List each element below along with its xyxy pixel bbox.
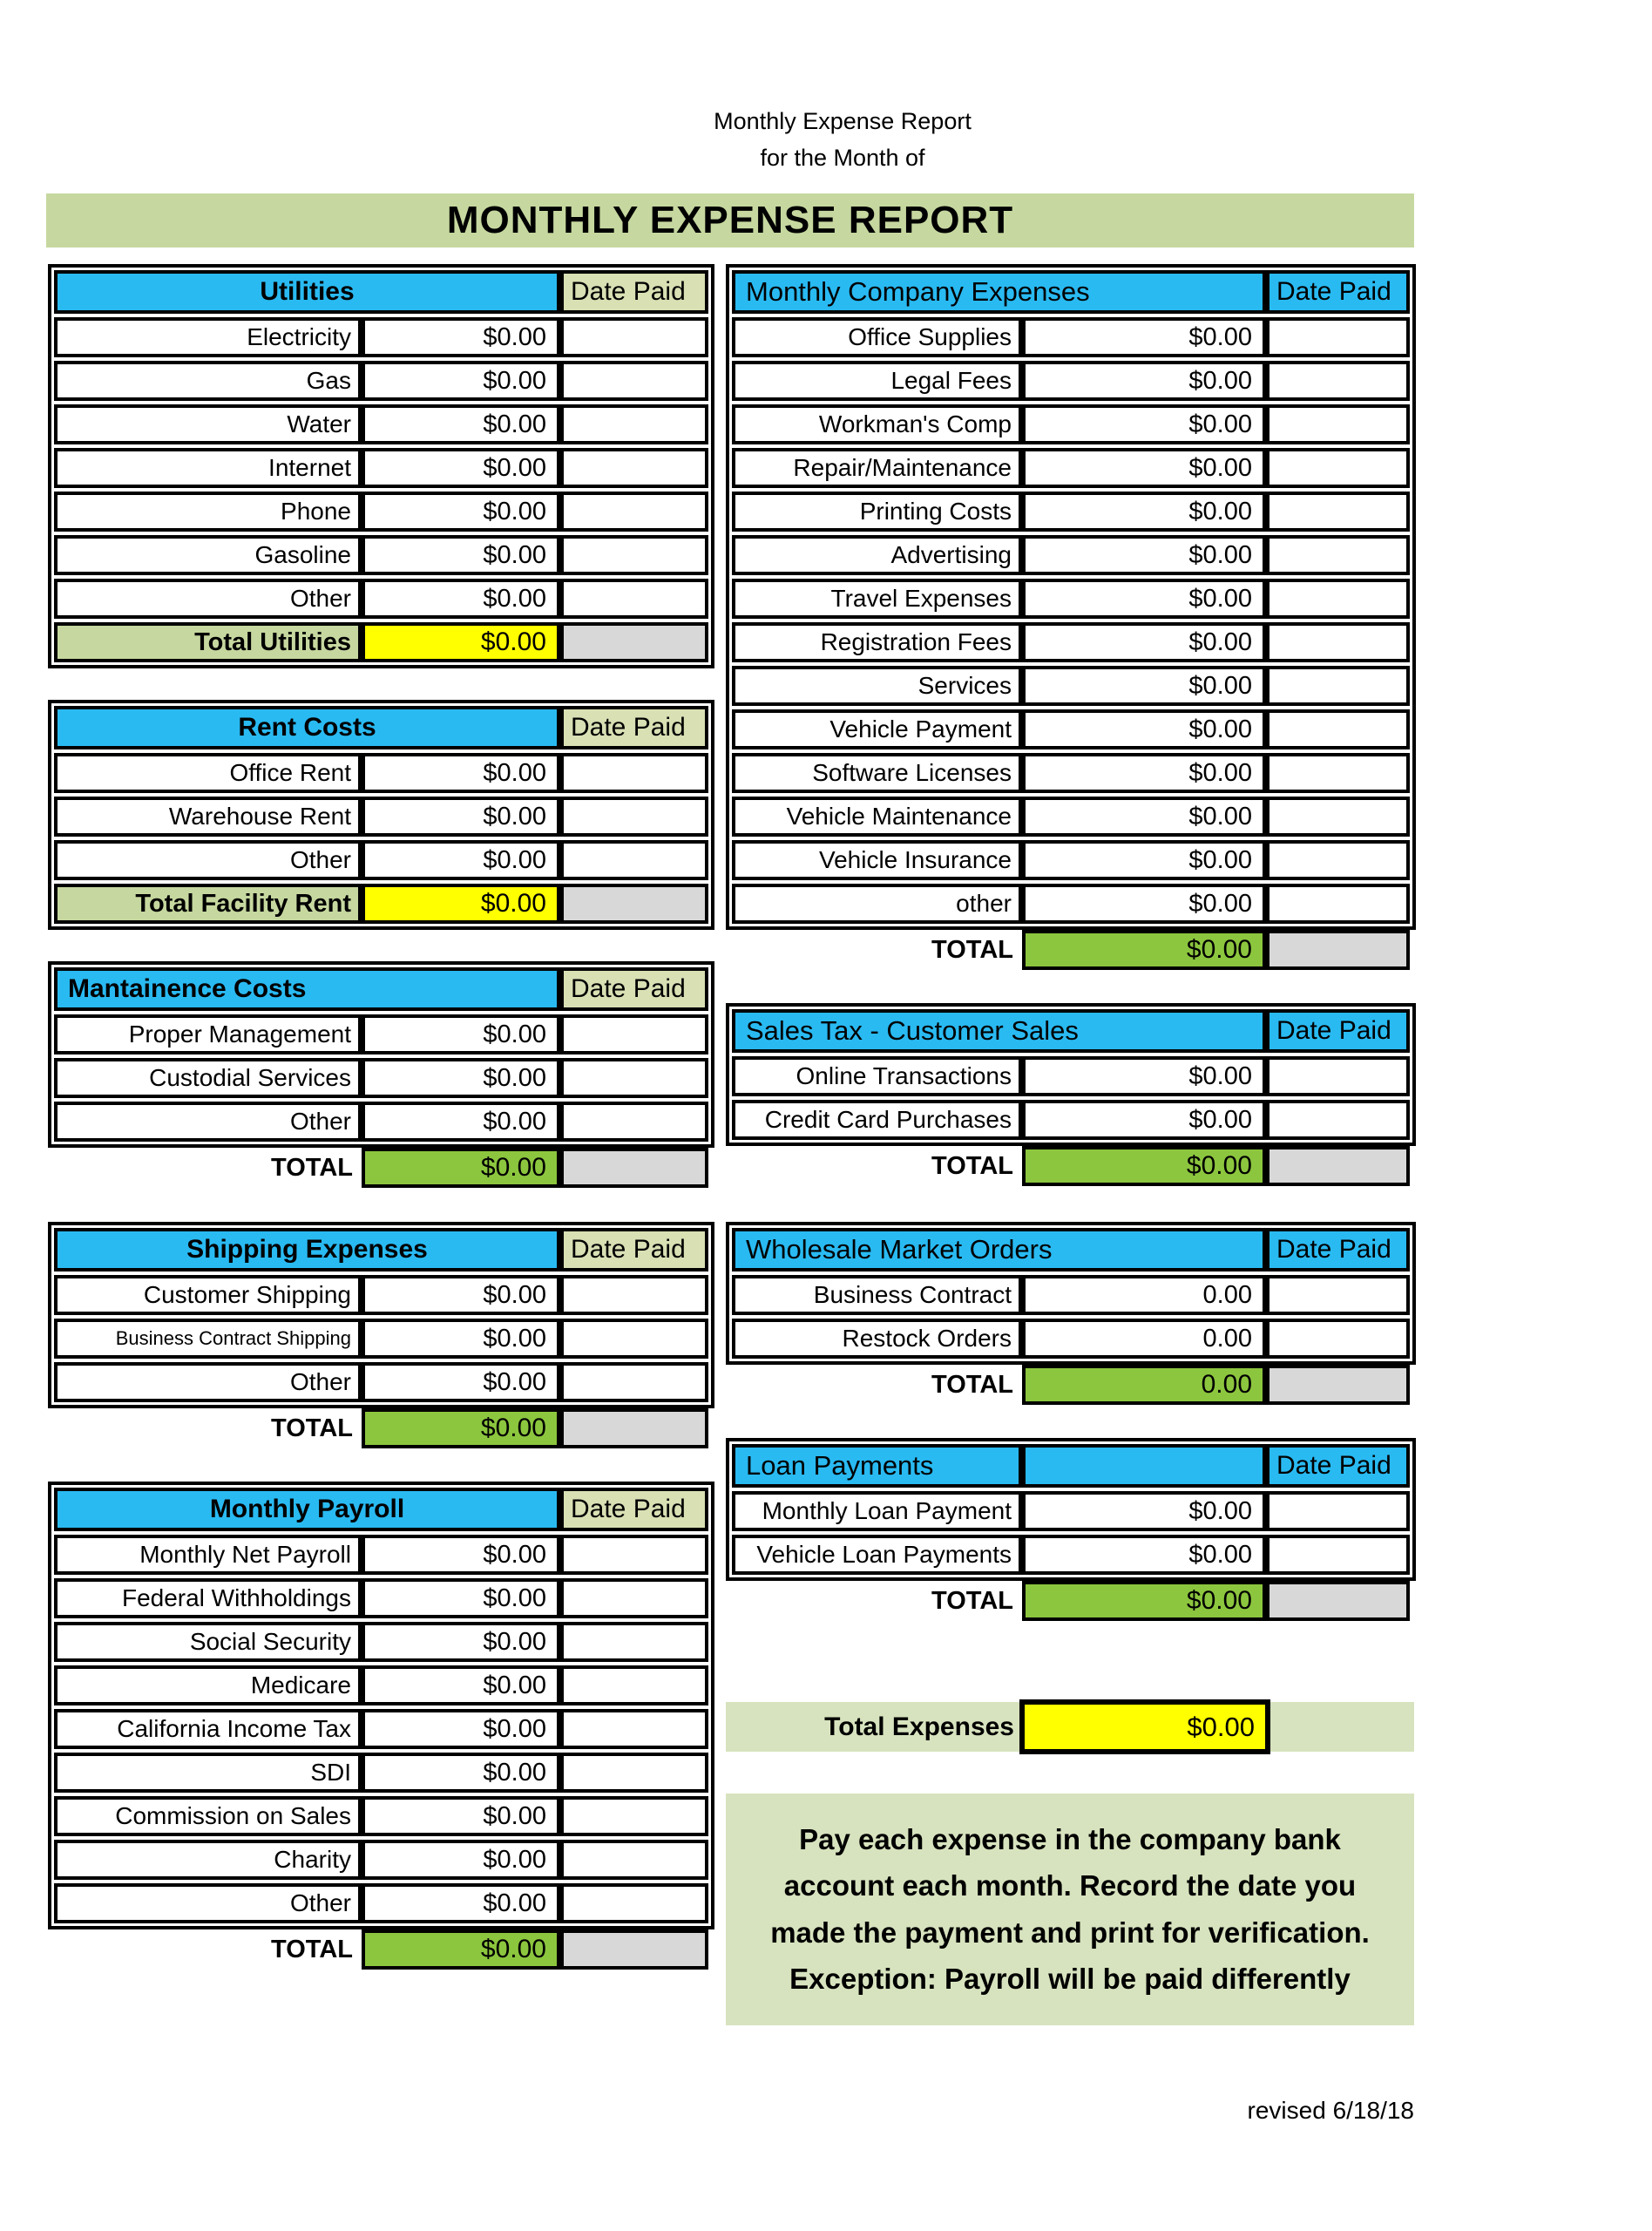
- total-date-cell: [560, 1148, 708, 1188]
- date-paid-header: Date Paid: [1266, 1228, 1410, 1271]
- document-title-line1: Monthly Expense Report: [714, 108, 972, 134]
- total-row: [54, 1148, 714, 1188]
- table-row: [732, 797, 1410, 837]
- date-paid-header: Date Paid: [560, 1488, 708, 1531]
- row-label: Advertising: [732, 535, 1022, 575]
- row-label: Other: [54, 579, 362, 619]
- monthly-payroll-table: [48, 1482, 714, 1970]
- table-frame: [726, 264, 1416, 930]
- date-cell[interactable]: [560, 1275, 708, 1315]
- amount-cell[interactable]: $0.00: [1022, 1056, 1266, 1096]
- table-frame: [726, 1003, 1416, 1146]
- table-row: [54, 492, 708, 532]
- date-cell[interactable]: [560, 361, 708, 401]
- date-cell[interactable]: [1266, 404, 1410, 444]
- row-label: Proper Management: [54, 1014, 362, 1054]
- amount-cell[interactable]: $0.00: [362, 361, 560, 401]
- date-cell[interactable]: [560, 579, 708, 619]
- amount-cell[interactable]: $0.00: [362, 448, 560, 488]
- row-label: Vehicle Insurance: [732, 840, 1022, 880]
- total-date-cell: [560, 622, 708, 662]
- row-label: Office Supplies: [732, 317, 1022, 357]
- table-row: [54, 1622, 708, 1662]
- date-cell[interactable]: [560, 1535, 708, 1575]
- table-row: [54, 840, 708, 880]
- loan-payments-table: [726, 1438, 1416, 1621]
- total-date-cell: [560, 1408, 708, 1448]
- table-row: [732, 404, 1410, 444]
- total-label: TOTAL: [271, 1153, 353, 1182]
- table-row: [732, 1275, 1410, 1315]
- row-label: Monthly Net Payroll: [54, 1535, 362, 1575]
- row-label: Electricity: [54, 317, 362, 357]
- amount-cell[interactable]: $0.00: [362, 1840, 560, 1880]
- row-label: Other: [54, 1102, 362, 1142]
- table-frame: [726, 1438, 1416, 1581]
- amount-cell[interactable]: $0.00: [362, 1622, 560, 1662]
- date-cell[interactable]: [560, 797, 708, 837]
- total-label: TOTAL: [931, 1370, 1013, 1399]
- date-cell[interactable]: [1266, 884, 1410, 924]
- date-paid-header: Date Paid: [560, 1228, 708, 1271]
- total-label: Total Utilities: [54, 622, 362, 662]
- row-label: Phone: [54, 492, 362, 532]
- row-label: Gasoline: [54, 535, 362, 575]
- total-date-cell: [560, 1929, 708, 1970]
- table-row: [54, 1709, 708, 1749]
- table-frame: [48, 700, 714, 930]
- date-cell[interactable]: [1266, 666, 1410, 706]
- table-title: Utilities: [54, 270, 560, 314]
- table-row: [732, 840, 1410, 880]
- table-row: [732, 1491, 1410, 1531]
- document-title-line2: for the Month of: [760, 145, 925, 171]
- amount-cell[interactable]: $0.00: [362, 317, 560, 357]
- row-label: Online Transactions: [732, 1056, 1022, 1096]
- amount-cell[interactable]: $0.00: [362, 840, 560, 880]
- table-row: [54, 535, 708, 575]
- shipping-expenses-table: [48, 1222, 714, 1448]
- total-expenses-value: $0.00: [1187, 1711, 1255, 1742]
- date-cell[interactable]: [560, 448, 708, 488]
- total-row: [732, 1365, 1416, 1405]
- amount-cell[interactable]: $0.00: [362, 1753, 560, 1793]
- amount-cell[interactable]: $0.00: [1022, 884, 1266, 924]
- date-paid-header: Date Paid: [560, 967, 708, 1011]
- table-header-row: [732, 1228, 1410, 1271]
- date-cell[interactable]: [1266, 448, 1410, 488]
- date-cell[interactable]: [560, 1883, 708, 1923]
- total-row: [732, 1581, 1416, 1621]
- table-header-row: [54, 1228, 708, 1271]
- table-header-row: [54, 1488, 708, 1531]
- total-amount-cell[interactable]: $0.00: [1022, 930, 1266, 970]
- payment-instructions-note: Pay each expense in the company bank account each month. Record the date you made the payment and print for verification. Exception: Payroll will be paid differently: [726, 1794, 1414, 2025]
- date-cell[interactable]: [1266, 1275, 1410, 1315]
- amount-cell[interactable]: 0.00: [1022, 1319, 1266, 1359]
- table-header-row: [54, 967, 708, 1011]
- total-expenses-label: Total Expenses: [824, 1712, 1014, 1741]
- amount-cell[interactable]: $0.00: [362, 579, 560, 619]
- table-row: [732, 317, 1410, 357]
- date-cell[interactable]: [1266, 1319, 1410, 1359]
- total-amount-cell[interactable]: $0.00: [362, 1929, 560, 1970]
- amount-cell[interactable]: $0.00: [1022, 622, 1266, 662]
- amount-cell[interactable]: $0.00: [362, 1362, 560, 1402]
- row-label: Travel Expenses: [732, 579, 1022, 619]
- total-expenses-row: [726, 1702, 1414, 1752]
- total-amount-cell[interactable]: $0.00: [362, 1408, 560, 1448]
- row-label: Water: [54, 404, 362, 444]
- table-title: Wholesale Market Orders: [732, 1228, 1266, 1271]
- amount-cell[interactable]: $0.00: [362, 1102, 560, 1142]
- amount-cell[interactable]: $0.00: [1022, 1491, 1266, 1531]
- amount-cell[interactable]: $0.00: [1022, 535, 1266, 575]
- table-row: [54, 753, 708, 793]
- row-label: Gas: [54, 361, 362, 401]
- amount-cell[interactable]: $0.00: [362, 535, 560, 575]
- total-date-cell: [1266, 930, 1410, 970]
- row-label: Medicare: [54, 1665, 362, 1705]
- amount-cell[interactable]: $0.00: [1022, 361, 1266, 401]
- date-cell[interactable]: [560, 317, 708, 357]
- table-row: [732, 709, 1410, 749]
- table-row: [732, 622, 1410, 662]
- amount-cell[interactable]: $0.00: [362, 1535, 560, 1575]
- table-row: [732, 1056, 1410, 1096]
- amount-cell[interactable]: $0.00: [362, 753, 560, 793]
- table-row: [54, 1796, 708, 1836]
- date-cell[interactable]: [560, 1840, 708, 1880]
- table-row: [54, 1535, 708, 1575]
- table-title: Loan Payments: [732, 1444, 1022, 1488]
- utilities-table: [48, 264, 714, 668]
- total-amount-cell[interactable]: $0.00: [362, 622, 560, 662]
- table-row: [732, 1535, 1410, 1575]
- table-frame: [48, 1222, 714, 1408]
- date-cell[interactable]: [1266, 1056, 1410, 1096]
- amount-cell[interactable]: $0.00: [1022, 448, 1266, 488]
- date-cell[interactable]: [1266, 492, 1410, 532]
- table-row: [54, 1883, 708, 1923]
- table-header-row: [54, 706, 708, 749]
- row-label: other: [732, 884, 1022, 924]
- total-row: [732, 1146, 1416, 1186]
- rent-costs-table: [48, 700, 714, 930]
- table-row: [732, 1100, 1410, 1140]
- total-label: TOTAL: [931, 1586, 1013, 1615]
- table-title: Rent Costs: [54, 706, 560, 749]
- table-row: [54, 404, 708, 444]
- row-label: Business Contract: [732, 1275, 1022, 1315]
- table-row: [54, 1753, 708, 1793]
- row-label: Office Rent: [54, 753, 362, 793]
- total-row: [54, 1408, 714, 1448]
- row-label: California Income Tax: [54, 1709, 362, 1749]
- total-label: Total Facility Rent: [54, 884, 362, 924]
- report-banner: MONTHLY EXPENSE REPORT: [46, 193, 1414, 248]
- total-date-cell: [1266, 1146, 1410, 1186]
- row-label: Customer Shipping: [54, 1275, 362, 1315]
- table-title: Monthly Company Expenses: [732, 270, 1266, 314]
- date-cell[interactable]: [1266, 1100, 1410, 1140]
- table-row: [54, 1362, 708, 1402]
- amount-cell[interactable]: $0.00: [362, 1058, 560, 1098]
- amount-cell[interactable]: 0.00: [1022, 1275, 1266, 1315]
- row-label: Custodial Services: [54, 1058, 362, 1098]
- date-cell[interactable]: [1266, 579, 1410, 619]
- total-date-cell: [1266, 1365, 1410, 1405]
- table-header-row: [54, 270, 708, 314]
- row-label: Charity: [54, 1840, 362, 1880]
- row-label: Federal Withholdings: [54, 1578, 362, 1618]
- total-amount-cell[interactable]: $0.00: [362, 884, 560, 924]
- table-row: [54, 1275, 708, 1315]
- amount-cell[interactable]: $0.00: [1022, 840, 1266, 880]
- total-row: [54, 622, 708, 662]
- total-row: [732, 930, 1416, 970]
- table-frame: [48, 1482, 714, 1929]
- amount-cell[interactable]: $0.00: [362, 1578, 560, 1618]
- date-cell[interactable]: [1266, 535, 1410, 575]
- date-cell[interactable]: [560, 1362, 708, 1402]
- table-title: Sales Tax - Customer Sales: [732, 1009, 1266, 1053]
- date-cell[interactable]: [560, 1014, 708, 1054]
- table-row: [54, 317, 708, 357]
- date-paid-header: Date Paid: [1266, 1009, 1410, 1053]
- date-cell[interactable]: [1266, 361, 1410, 401]
- date-cell[interactable]: [560, 492, 708, 532]
- table-title: Mantainence Costs: [54, 967, 560, 1011]
- table-row: [54, 361, 708, 401]
- row-label: Software Licenses: [732, 753, 1022, 793]
- amount-cell[interactable]: $0.00: [1022, 492, 1266, 532]
- amount-cell[interactable]: $0.00: [362, 1319, 560, 1359]
- row-label: Repair/Maintenance: [732, 448, 1022, 488]
- row-label: Internet: [54, 448, 362, 488]
- row-label: Monthly Loan Payment: [732, 1491, 1022, 1531]
- row-label: Vehicle Payment: [732, 709, 1022, 749]
- wholesale-orders-table: [726, 1222, 1416, 1405]
- amount-cell[interactable]: $0.00: [362, 1275, 560, 1315]
- date-cell[interactable]: [1266, 753, 1410, 793]
- table-row: [732, 579, 1410, 619]
- total-label: TOTAL: [271, 1935, 353, 1963]
- table-row: [54, 1578, 708, 1618]
- date-cell[interactable]: [1266, 709, 1410, 749]
- row-label: Printing Costs: [732, 492, 1022, 532]
- table-row: [54, 1058, 708, 1098]
- maintenance-costs-table: [48, 961, 714, 1188]
- date-paid-header: Date Paid: [1266, 1444, 1410, 1488]
- table-row: [54, 1840, 708, 1880]
- table-row: [54, 1665, 708, 1705]
- table-header-row: [732, 1009, 1410, 1053]
- total-amount-cell[interactable]: 0.00: [1022, 1365, 1266, 1405]
- amount-cell[interactable]: $0.00: [1022, 666, 1266, 706]
- date-cell[interactable]: [560, 404, 708, 444]
- row-label: Credit Card Purchases: [732, 1100, 1022, 1140]
- date-cell[interactable]: [1266, 622, 1410, 662]
- company-expenses-table: [726, 264, 1416, 970]
- total-label: TOTAL: [271, 1414, 353, 1442]
- table-row: [732, 535, 1410, 575]
- date-cell[interactable]: [560, 535, 708, 575]
- revised-date-text: revised 6/18/18: [1247, 2097, 1414, 2124]
- row-label: Legal Fees: [732, 361, 1022, 401]
- table-row: [732, 666, 1410, 706]
- amount-cell[interactable]: $0.00: [362, 1883, 560, 1923]
- table-header-row: [732, 270, 1410, 314]
- total-label: TOTAL: [931, 935, 1013, 964]
- sales-tax-table: [726, 1003, 1416, 1186]
- amount-cell[interactable]: $0.00: [1022, 579, 1266, 619]
- amount-cell[interactable]: $0.00: [362, 1709, 560, 1749]
- total-amount-cell[interactable]: $0.00: [1022, 1146, 1266, 1186]
- date-cell[interactable]: [560, 1102, 708, 1142]
- date-cell[interactable]: [560, 1753, 708, 1793]
- amount-cell[interactable]: $0.00: [1022, 1100, 1266, 1140]
- table-row: [732, 492, 1410, 532]
- date-cell[interactable]: [1266, 797, 1410, 837]
- date-cell[interactable]: [560, 1622, 708, 1662]
- total-row: [54, 884, 708, 924]
- total-date-cell: [1266, 1581, 1410, 1621]
- date-cell[interactable]: [560, 840, 708, 880]
- table-row: [54, 1014, 708, 1054]
- table-frame: [48, 264, 714, 668]
- table-row: [732, 1319, 1410, 1359]
- row-label: Other: [54, 840, 362, 880]
- table-row: [54, 1319, 708, 1359]
- amount-cell[interactable]: $0.00: [362, 492, 560, 532]
- date-cell[interactable]: [560, 1058, 708, 1098]
- row-label: Workman's Comp: [732, 404, 1022, 444]
- table-row: [732, 884, 1410, 924]
- total-date-cell: [560, 884, 708, 924]
- date-cell[interactable]: [1266, 1491, 1410, 1531]
- table-title: Monthly Payroll: [54, 1488, 560, 1531]
- table-row: [732, 753, 1410, 793]
- total-amount-cell[interactable]: $0.00: [1022, 1581, 1266, 1621]
- date-paid-header: Date Paid: [1266, 270, 1410, 314]
- table-row: [54, 1102, 708, 1142]
- row-label: Other: [54, 1883, 362, 1923]
- amount-cell[interactable]: $0.00: [362, 404, 560, 444]
- amount-cell[interactable]: $0.00: [1022, 709, 1266, 749]
- amount-cell[interactable]: $0.00: [1022, 404, 1266, 444]
- row-label: Vehicle Loan Payments: [732, 1535, 1022, 1575]
- table-row: [54, 448, 708, 488]
- row-label: Vehicle Maintenance: [732, 797, 1022, 837]
- amount-cell[interactable]: $0.00: [362, 1665, 560, 1705]
- row-label: Commission on Sales: [54, 1796, 362, 1836]
- date-cell[interactable]: [1266, 840, 1410, 880]
- table-frame: [48, 961, 714, 1148]
- amount-cell[interactable]: $0.00: [1022, 797, 1266, 837]
- document-title-block: [494, 103, 1191, 176]
- date-cell[interactable]: [560, 1665, 708, 1705]
- date-cell[interactable]: [560, 1796, 708, 1836]
- amount-cell[interactable]: $0.00: [362, 797, 560, 837]
- date-cell[interactable]: [1266, 317, 1410, 357]
- date-cell[interactable]: [1266, 1535, 1410, 1575]
- date-cell[interactable]: [560, 1709, 708, 1749]
- amount-cell[interactable]: $0.00: [1022, 1535, 1266, 1575]
- table-frame: [726, 1222, 1416, 1365]
- table-row: [732, 361, 1410, 401]
- row-label: Warehouse Rent: [54, 797, 362, 837]
- row-label: Business Contract Shipping: [54, 1319, 362, 1359]
- amount-cell[interactable]: $0.00: [1022, 317, 1266, 357]
- table-header-row: [732, 1444, 1410, 1488]
- total-row: [54, 1929, 714, 1970]
- date-paid-header: Date Paid: [560, 270, 708, 314]
- date-cell[interactable]: [560, 753, 708, 793]
- amount-cell[interactable]: $0.00: [1022, 753, 1266, 793]
- header-spacer-cell: [1022, 1444, 1266, 1488]
- table-row: [54, 579, 708, 619]
- date-paid-header: Date Paid: [560, 706, 708, 749]
- amount-cell[interactable]: $0.00: [362, 1014, 560, 1054]
- total-label: TOTAL: [931, 1151, 1013, 1180]
- row-label: Social Security: [54, 1622, 362, 1662]
- date-cell[interactable]: [560, 1319, 708, 1359]
- total-expenses-value-box[interactable]: [1019, 1699, 1270, 1754]
- row-label: Restock Orders: [732, 1319, 1022, 1359]
- row-label: SDI: [54, 1753, 362, 1793]
- row-label: Services: [732, 666, 1022, 706]
- total-amount-cell[interactable]: $0.00: [362, 1148, 560, 1188]
- row-label: Registration Fees: [732, 622, 1022, 662]
- table-row: [732, 448, 1410, 488]
- table-title: Shipping Expenses: [54, 1228, 560, 1271]
- table-row: [54, 797, 708, 837]
- date-cell[interactable]: [560, 1578, 708, 1618]
- amount-cell[interactable]: $0.00: [362, 1796, 560, 1836]
- row-label: Other: [54, 1362, 362, 1402]
